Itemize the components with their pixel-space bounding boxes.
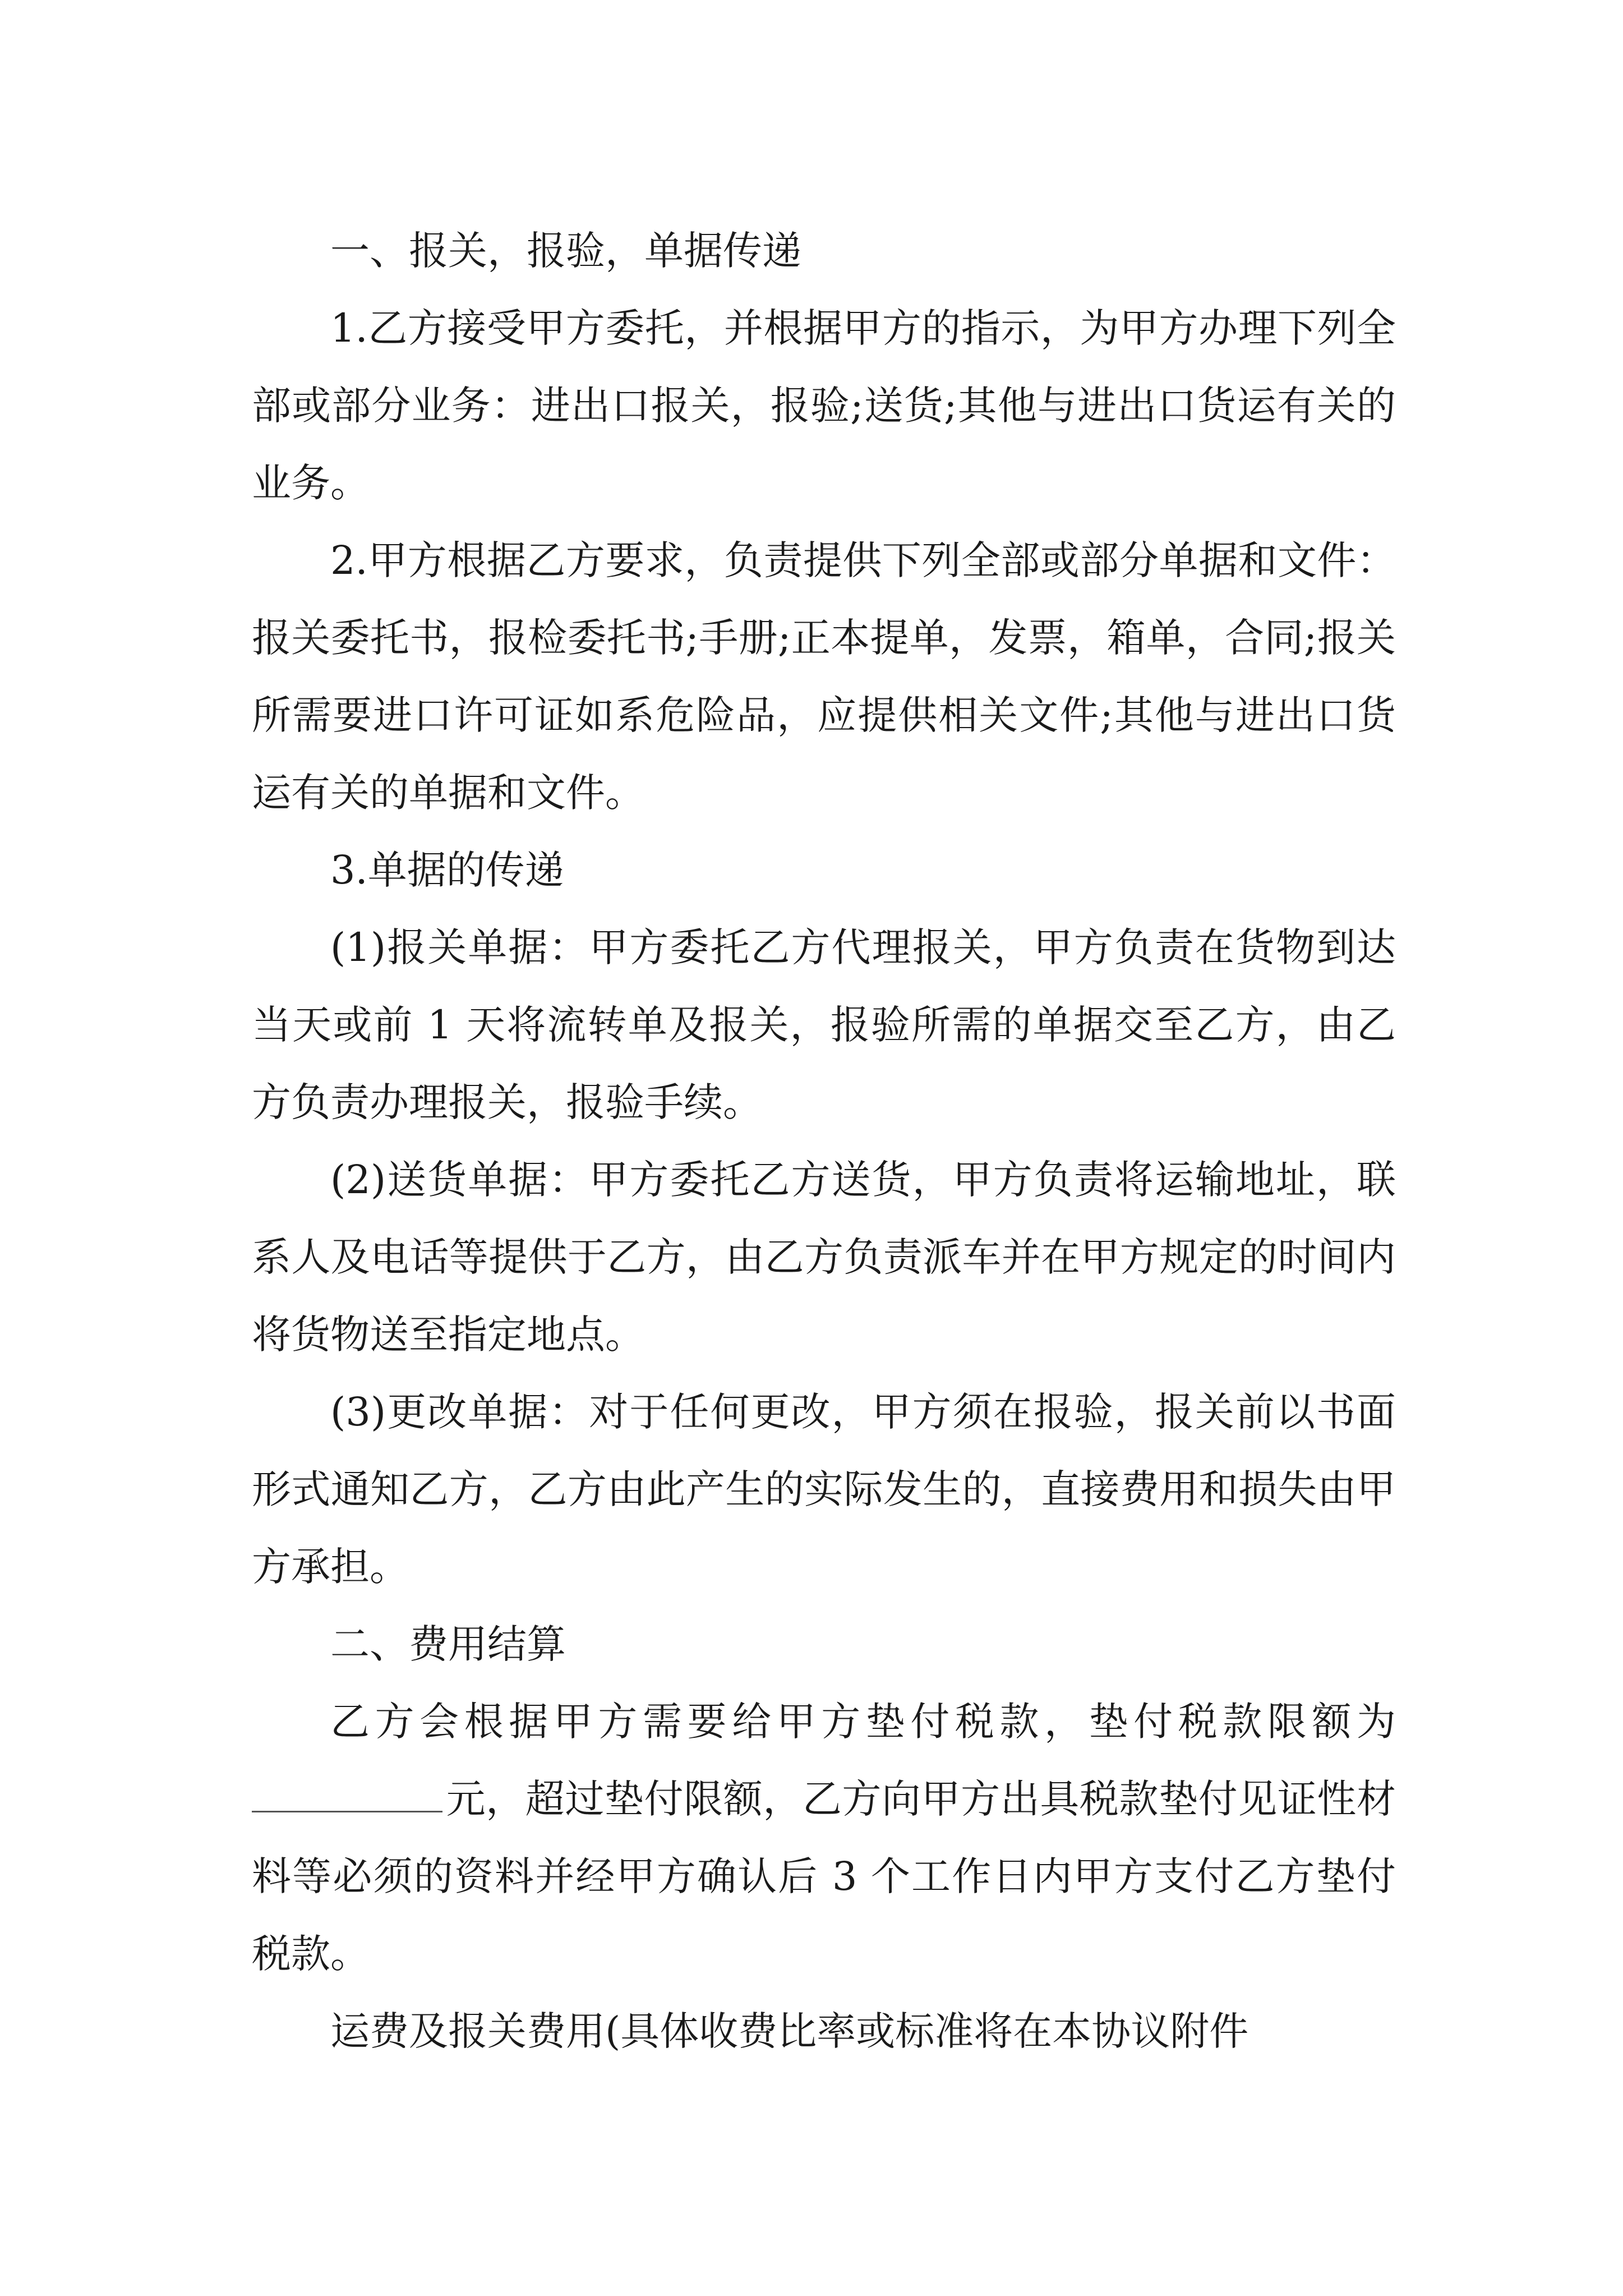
- clause-1-2: 2.甲方根据乙方要求，负责提供下列全部或部分单据和文件：报关委托书，报检委托书;手册;正本提单，发票，箱单，合同;报关所需要进口许可证如系危险品，应提供相关文件;其他与进出口货运有关的单据和文件。: [252, 537, 1396, 816]
- amount-blank-line: [252, 1810, 442, 1812]
- clause-1-3-1: (1)报关单据：甲方委托乙方代理报关，甲方负责在货物到达当天或前 1 天将流转单及报关，报验所需的单据交至乙方，由乙方负责办理报关，报验手续。: [252, 924, 1396, 1125]
- clause-1-3-3: (3)更改单据：对于任何更改，甲方须在报验，报关前以书面形式通知乙方，乙方由此产生的实际发生的，直接费用和损失由甲方承担。: [252, 1389, 1396, 1590]
- clause-1-3-heading: 3.单据的传递: [330, 847, 564, 893]
- document-body: [252, 212, 1396, 2070]
- tax-advance-text-before: 乙方会根据甲方需要给甲方垫付税款，垫付税款限额为: [330, 1699, 1396, 1745]
- section-heading-2: 二、费用结算: [330, 1621, 566, 1667]
- clause-2-freight-fees: 运费及报关费用(具体收费比率或标准将在本协议附件: [330, 2008, 1249, 2054]
- clause-2-tax-advance: [252, 1683, 1396, 1993]
- clause-1-3-2: (2)送货单据：甲方委托乙方送货，甲方负责将运输地址，联系人及电话等提供于乙方，由乙方负责派车并在甲方规定的时间内将货物送至指定地点。: [252, 1157, 1396, 1358]
- tax-advance-text-after: 元，超过垫付限额，乙方向甲方出具税款垫付见证性材料等必须的资料并经甲方确认后 3 个工作日内甲方支付乙方垫付税款。: [252, 1776, 1396, 1977]
- clause-1-1: 1.乙方接受甲方委托，并根据甲方的指示，为甲方办理下列全部或部分业务：进出口报关，报验;送货;其他与进出口货运有关的业务。: [252, 305, 1396, 506]
- section-heading-1: 一、报关，报验，单据传递: [330, 228, 801, 274]
